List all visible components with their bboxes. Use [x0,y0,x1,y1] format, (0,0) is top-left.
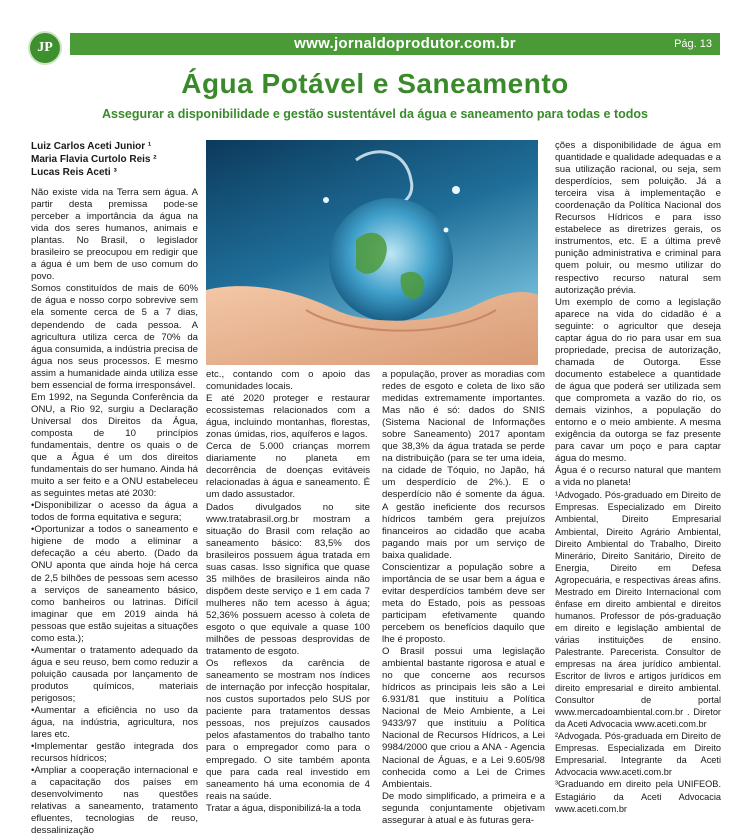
site-url[interactable]: www.jornaldoprodutor.com.br [294,35,516,52]
paragraph: Cerca de 5.000 crianças morrem diariamente no planeta em decorrência de doenças evitáveis relacionadas à água e saneamento. É um dado assustador. [206,441,370,501]
column-1 [31,187,198,838]
list-item: •Aumentar o tratamento adequado da água e seu reuso, bem como reduzir a poluição causada por lançamento de produtos químicos, materiais perigosos; [31,644,198,704]
paragraph: etc., contando com o apoio das comunidades locais. [206,369,370,393]
paragraph: De modo simplificado, a primeira e a segunda conjuntamente objetivam assegurar à atual e às futuras gera- [382,790,545,826]
paragraph: Um exemplo de como a legislação aparece na vida do cidadão é a seguinte: o agricultor que deseja captar água do rio para usar em sua propriedade, precisa de autorização, chamada de Outorga. Esse documento estabelece a quantidade de água que poderá ser utilizada sem que comprometa a vazão do rio, os demais vizinhos, a população do entorno e o meio ambiente. A mesma exigência da outorga se faz presente para cavar um poço e para captar água do mesmo. [555,296,721,465]
list-item: •Ampliar a cooperação internacional e a capacitação dos países em desenvolvimento nas questões relativas a saneamento, tratamento efluentes, tecnologias de reuso, dessalinização [31,765,198,837]
paragraph: Somos constituídos de mais de 60% de água e nosso corpo sobrevive sem ela somente cerca de 5 a 7 dias, dependendo de cada pessoa. A agricultura utiliza cerca de 70% da água consumida, a indústria precisa de água nos seus processos. E mesmo assim a humanidade ainda utiliza esse bem essencial de forma irresponsável. [31,283,198,391]
article-title: Água Potável e Saneamento [181,68,569,99]
list-item: •Disponibilizar o acesso da água a todos de forma equitativa e segura; [31,500,198,524]
paragraph: O Brasil possui uma legislação ambiental bastante rigorosa e atual e no que concerne aos recursos hídricos as principais leis são a Lei 6.931/81 que instituiu a Política Nacional de Meio Ambiente, a Lei 9433/97 que instituiu a Política Nacional de Recursos Hídricos, a Lei 9984/2000 que criou a ANA - Agencia Nacional de Águas, e a Lei 9.605/98 conhecida como a Lei de Crimes Ambientais. [382,646,545,790]
author: Lucas Reis Aceti ³ [31,167,117,178]
paragraph: Dados divulgados no site www.tratabrasil.org.br mostram a situação do Brasil com relação ao saneamento básico: 83,5% dos brasileiros possuem água tratada em suas casas. Isso significa que quase 35 milhões de brasileiros ainda não dispõem deste serviço e 1 em cada 7 mulheres não tem acesso à água; 52,36% possuem acesso à coleta de esgoto o que equivale a quase 100 milhões de pessoas desprovidas de tratamento de esgoto. [206,501,370,658]
list-item: •Oportunizar a todos o saneamento e higiene de modo a eliminar a defecação a céu aberto. (Dado da ONU aponta que ainda hoje há cerca de 2,5 bilhões de pessoas sem acesso a serviços de saneamento básico, como banheiros ou latrinas. Difícil imaginar que em 2019 ainda há pessoas que estão sujeitas a situações como esta.); [31,524,198,644]
paragraph: Não existe vida na Terra sem água. A partir desta premissa pode-se perceber a importância da água na vida dos seres humanos, animais e plantas. No Brasil, o legislador brasileiro se preocupou em redigir que a água é um bem de uso comum do povo. [31,187,198,283]
paragraph: E até 2020 proteger e restaurar ecossistemas relacionados com a água, incluindo montanhas, florestas, zonas úmidas, rios, aquíferos e lagos. [206,393,370,441]
hands-water-globe-image [206,140,538,365]
list-item: •Aumentar a eficiência no uso da água, na indústria, agricultura, nos lares etc. [31,705,198,741]
author: Maria Flavia Curtolo Reis ² [31,154,157,165]
article-subtitle: Assegurar a disponibilidade e gestão sustentável da água e saneamento para todas e todos [102,107,648,121]
list-item: •Implementar gestão integrada dos recursos hídricos; [31,741,198,765]
footnote-2: ²Advogada. Pós-graduada em Direito de Empresas. Especializada em Direito Empresarial. Integrante da Aceti Advocacia www.aceti.com.br [555,731,721,778]
footnote-1: ¹Advogado. Pós-graduado em Direito de Empresas. Especializado em Direito Ambiental, Direito Empresarial Ambiental, Direito Agrário Ambiental, Direito Ambiental do Trabalho, Direito Minerário, Direito Sanitário, Direito de Energia, Direito em Defesa Agropecuária, e respectivas áreas afins. Mestrado em Direito Internacional com ênfase em direito ambiental e direitos humanos. Professor de pós-graduação em direito e legislação ambiental de várias instituições de ensino. Palestrante. Parecerista. Consultor de empresas na área jurídico ambiental. Escritor de livros e artigos jurídicos em direito empresarial e direito ambiental. Consultor de portal www.mercadoambiental.com.br . Diretor da Aceti Advocacia www.aceti.com.br [555,490,721,730]
header-band [70,33,720,55]
column-4 [555,140,721,815]
paragraph: Tratar a água, disponibilizá-la a toda [206,802,361,814]
paragraph: ções a disponibilidade de água em quantidade e qualidade adequadas e a sua utilização racional, ou seja, sem desperdícios, sem poluição. Já a terceira visa à implementação e coordenação da Política Nacional dos Recursos Hídricos e para isso estabelece as diretrizes gerais, os instrumentos, etc. E a última prevê punição administrativa e criminal para quem poluir, ou mesmo utilizar do respectivo recurso natural sem autorização prévia. [555,140,721,296]
column-2 [206,369,370,815]
paragraph: a população, prover as moradias com redes de esgoto e coleta de lixo são medidas extremamente importantes. Mas não é só: dados do SNIS (Sistema Nacional de Informações sobre Saneamento) 2017 apontam que 38,3% da água tratada se perde na distribuição (para se ter uma ideia, na cidade de Tóquio, no Japão, há um desperdício de 2%.). E o desperdício não é somente da água. A gestão ineficiente dos recursos hídricos também gera prejuízos financeiros ao cidadão que acaba pagando mais por um serviço de baixa qualidade. [382,369,545,561]
logo: JP [30,33,60,63]
paragraph: Água é o recurso natural que mantem a vida no planeta! [555,465,721,489]
paragraph: Os reflexos da carência de saneamento se mostram nos índices de internação por infecção hospitalar, nos custos suportados pelo SUS por paciente para tratamentos dessas pessoas, nos prejuízos causados pelos afastamentos do trabalho tanto para o empregador como para o empregado. O site também aponta que para cada real investido em saneamento há uma economia de 4 reais na saúde. [206,658,370,802]
paragraph: Em 1992, na Segunda Conferência da ONU, a Rio 92, surgiu a Declaração Universal dos Direitos da Água, composta de 10 princípios fundamentais, dentre os quais o de que a Água é um dos direitos fundamentais do ser humano. Ainda há muito a ser feito e a ONU estabeleceu as seguintes metas até 2030: [31,391,198,500]
author: Luiz Carlos Aceti Junior ¹ [31,141,152,152]
authors [31,140,157,179]
footnote-3: ³Graduando em direito pela UNIFEOB. Estagiário da Aceti Advocacia www.aceti.com.br [555,779,721,814]
column-3 [382,369,545,827]
hands-water-globe-icon [206,140,538,365]
page-number: Pág. 13 [674,38,712,50]
paragraph: Conscientizar a população sobre a importância de se usar bem a água e evitar desperdícios também deve ser meta do Estado, pois as pessoas participam efetivamente quando percebem os benefícios daquilo que lhe é proposto. [382,561,545,646]
